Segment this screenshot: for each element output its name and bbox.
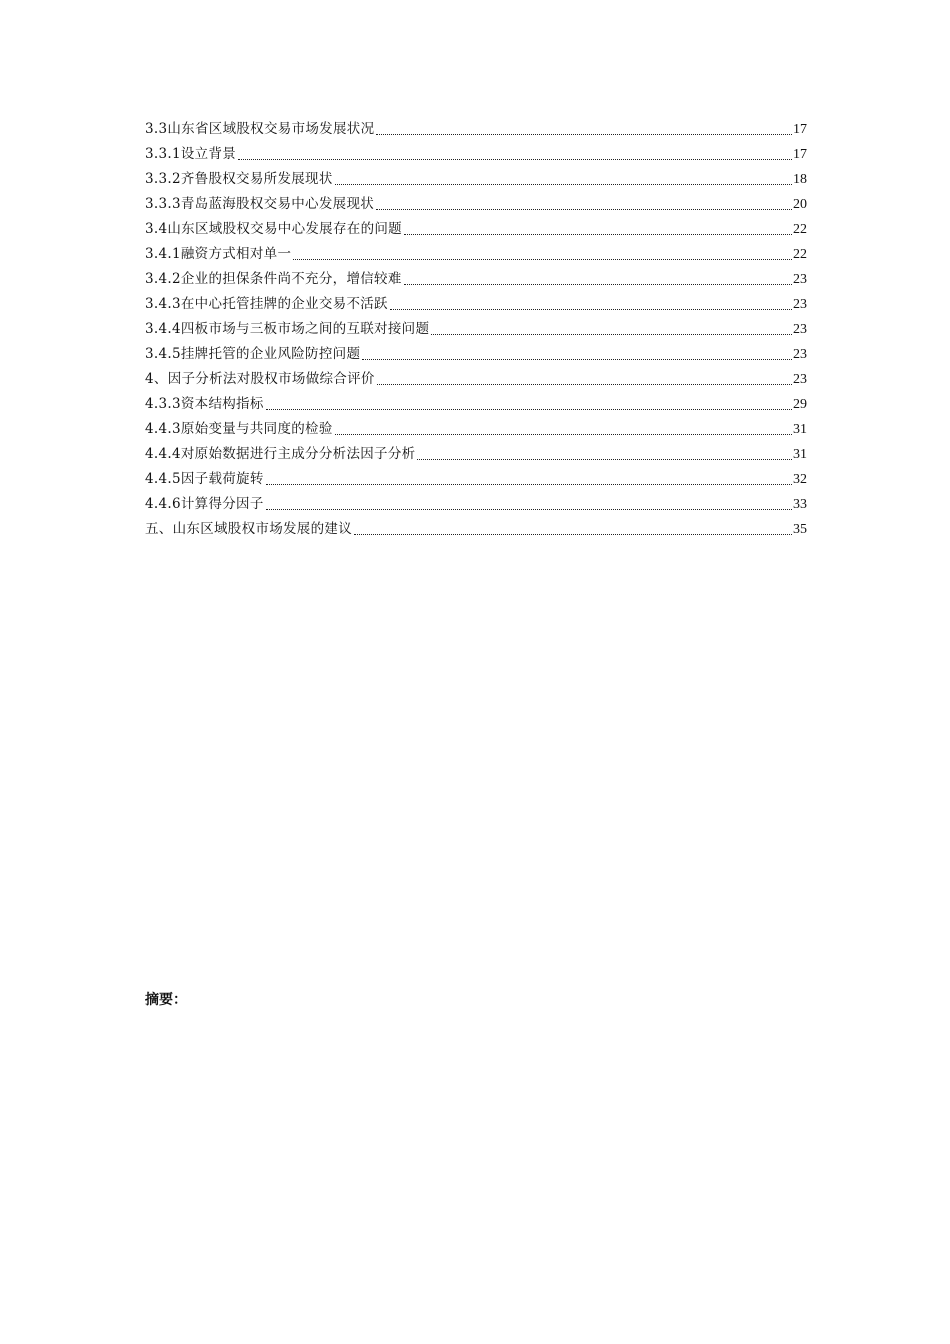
toc-entry-title: 五、山东区域股权市场发展的建议 xyxy=(145,521,352,537)
toc-entry[interactable] xyxy=(145,367,807,392)
toc-dot-leader xyxy=(390,309,792,310)
toc-entry-title: 4.4.3原始变量与共同度的检验 xyxy=(145,421,333,437)
toc-entry-page: 20 xyxy=(793,197,807,212)
toc-entry-page: 31 xyxy=(793,422,807,437)
abstract-heading: 摘要： xyxy=(145,992,187,1008)
toc-entry-page: 23 xyxy=(793,372,807,387)
toc-entry-title: 3.3.3青岛蓝海股权交易中心发展现状 xyxy=(145,196,375,212)
toc-entry-page: 35 xyxy=(793,522,807,537)
toc-entry-page: 22 xyxy=(793,247,807,262)
toc-entry-title: 4.4.4对原始数据进行主成分分析法因子分析 xyxy=(145,446,416,462)
toc-entry-page: 17 xyxy=(793,147,807,162)
toc-entry-title: 3.4山东区域股权交易中心发展存在的问题 xyxy=(145,221,402,237)
toc-entry-title: 4.4.6计算得分因子 xyxy=(145,496,264,512)
toc-dot-leader xyxy=(238,159,792,160)
toc-dot-leader xyxy=(431,334,792,335)
toc-entry-title: 3.3.1设立背景 xyxy=(145,146,237,162)
toc-entry-title: 3.4.3在中心托管挂牌的企业交易不活跃 xyxy=(145,296,388,312)
toc-entry-page: 29 xyxy=(793,397,807,412)
toc-entry[interactable] xyxy=(145,242,807,267)
toc-dot-leader xyxy=(293,259,792,260)
toc-dot-leader xyxy=(376,134,792,135)
table-of-contents xyxy=(145,117,807,542)
toc-dot-leader xyxy=(335,434,792,435)
toc-entry[interactable] xyxy=(145,142,807,167)
toc-entry[interactable] xyxy=(145,417,807,442)
toc-entry[interactable] xyxy=(145,217,807,242)
toc-dot-leader xyxy=(354,534,792,535)
toc-entry-page: 23 xyxy=(793,322,807,337)
toc-entry[interactable] xyxy=(145,192,807,217)
toc-entry-title: 3.4.2企业的担保条件尚不充分，增信较难 xyxy=(145,271,402,287)
toc-entry-page: 23 xyxy=(793,297,807,312)
toc-entry-page: 31 xyxy=(793,447,807,462)
toc-dot-leader xyxy=(266,484,792,485)
toc-entry-title: 3.3山东省区域股权交易市场发展状况 xyxy=(145,121,375,137)
toc-entry[interactable] xyxy=(145,492,807,517)
toc-entry[interactable] xyxy=(145,317,807,342)
toc-entry[interactable] xyxy=(145,267,807,292)
toc-entry-page: 32 xyxy=(793,472,807,487)
toc-entry-title: 3.4.4四板市场与三板市场之间的互联对接问题 xyxy=(145,321,430,337)
toc-entry[interactable] xyxy=(145,392,807,417)
toc-entry-page: 23 xyxy=(793,347,807,362)
toc-dot-leader xyxy=(335,184,792,185)
toc-entry[interactable] xyxy=(145,117,807,142)
toc-entry[interactable] xyxy=(145,442,807,467)
toc-entry-page: 33 xyxy=(793,497,807,512)
toc-entry[interactable] xyxy=(145,167,807,192)
toc-dot-leader xyxy=(376,209,792,210)
toc-entry-title: 3.4.5挂牌托管的企业风险防控问题 xyxy=(145,346,361,362)
toc-entry-title: 3.3.2齐鲁股权交易所发展现状 xyxy=(145,171,333,187)
toc-entry[interactable] xyxy=(145,517,807,542)
toc-entry[interactable] xyxy=(145,467,807,492)
toc-dot-leader xyxy=(362,359,792,360)
toc-entry-page: 23 xyxy=(793,272,807,287)
toc-dot-leader xyxy=(404,284,792,285)
toc-dot-leader xyxy=(377,384,792,385)
toc-entry-title: 3.4.1融资方式相对单一 xyxy=(145,246,292,262)
toc-entry-page: 17 xyxy=(793,122,807,137)
toc-entry-title: 4.3.3资本结构指标 xyxy=(145,396,264,412)
toc-dot-leader xyxy=(404,234,792,235)
toc-entry[interactable] xyxy=(145,292,807,317)
toc-entry-page: 18 xyxy=(793,172,807,187)
toc-dot-leader xyxy=(417,459,792,460)
toc-entry[interactable] xyxy=(145,342,807,367)
toc-dot-leader xyxy=(266,509,792,510)
toc-entry-page: 22 xyxy=(793,222,807,237)
toc-entry-title: 4.4.5因子载荷旋转 xyxy=(145,471,264,487)
toc-entry-title: 4、因子分析法对股权市场做综合评价 xyxy=(145,371,375,387)
toc-dot-leader xyxy=(266,409,792,410)
